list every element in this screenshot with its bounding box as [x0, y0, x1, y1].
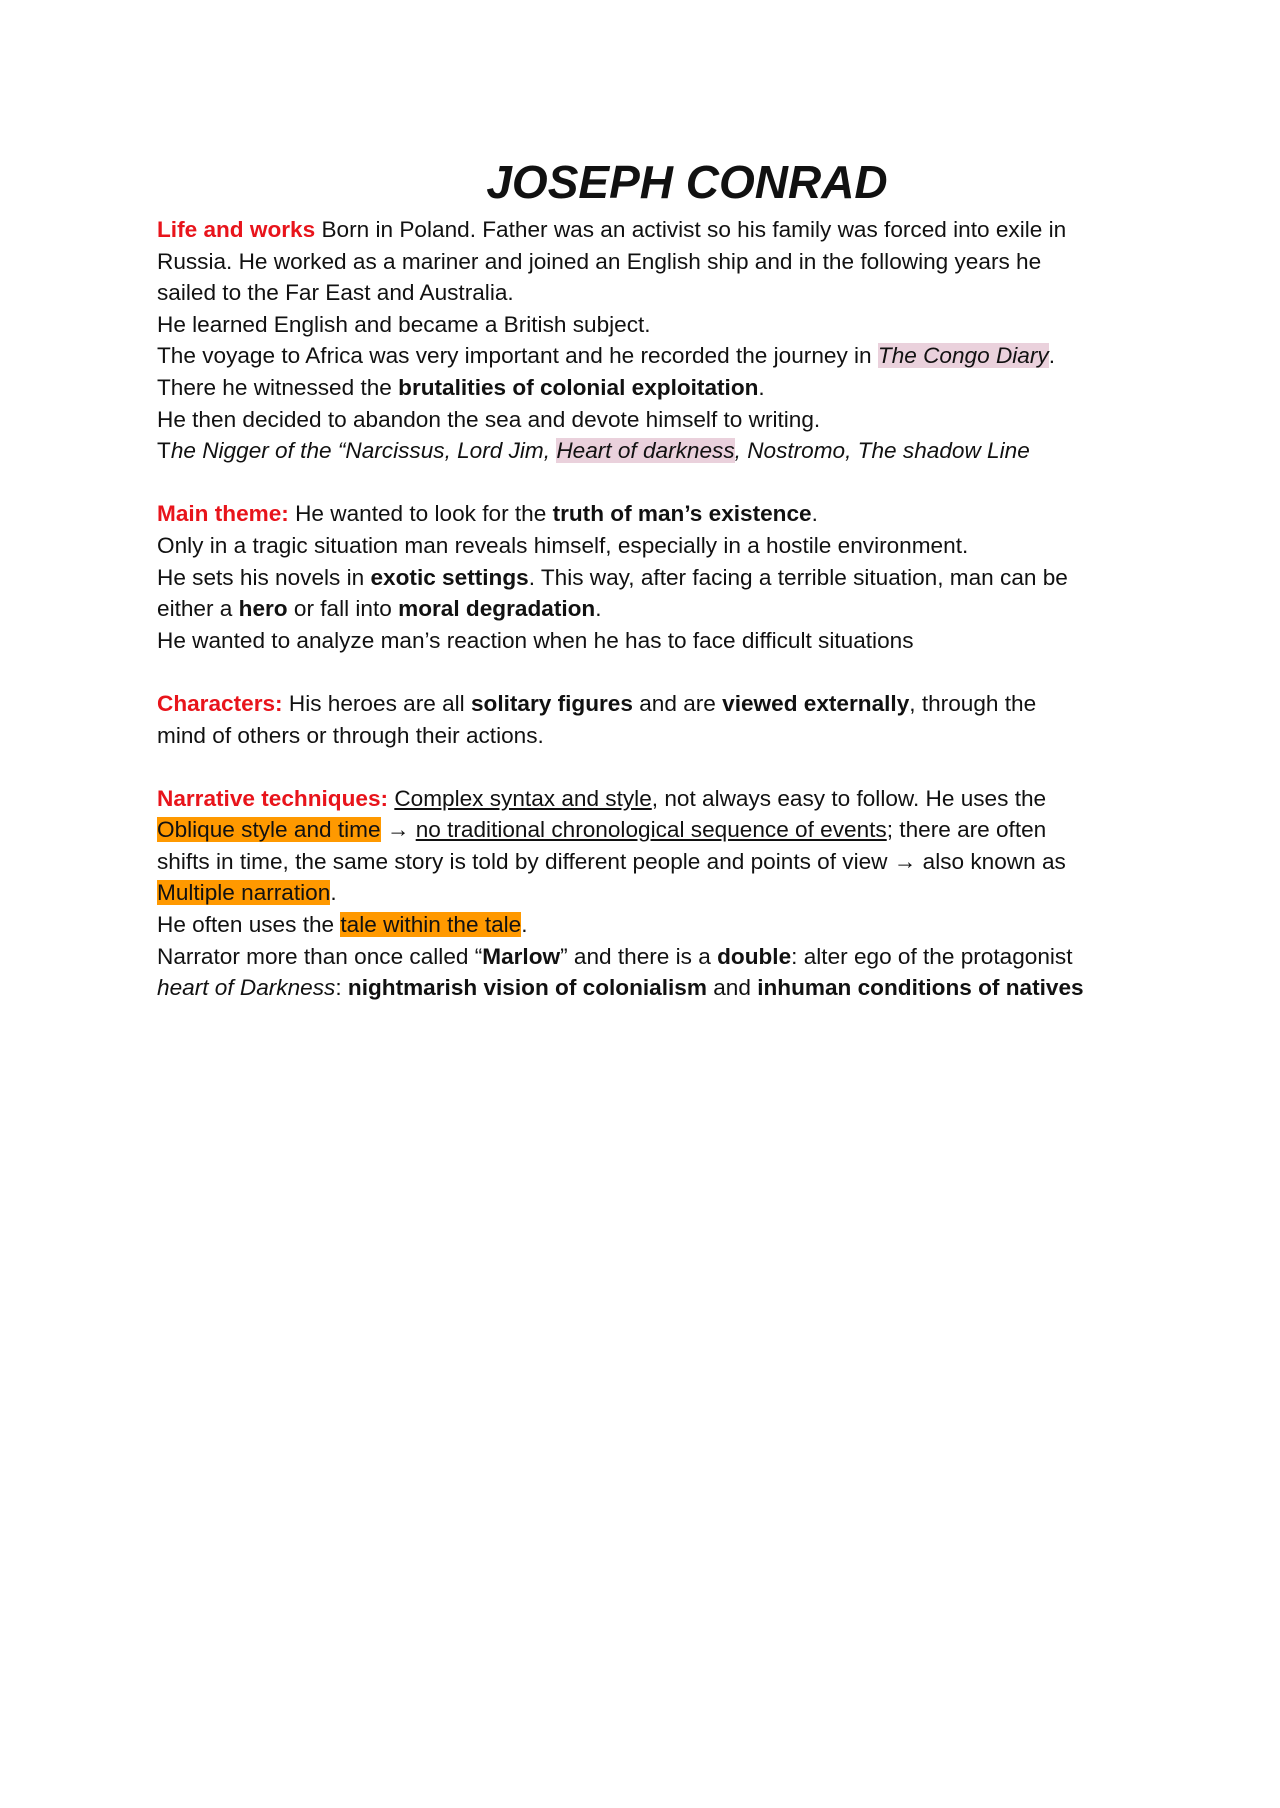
work-title-congo-diary: The Congo Diary: [877, 343, 1049, 369]
spacer: [157, 751, 1157, 783]
document-body: [157, 214, 1157, 1004]
page-title: JOSEPH CONRAD: [486, 156, 888, 208]
section-label-narrative: Narrative techniques:: [157, 785, 389, 811]
section-label-characters: Characters:: [157, 690, 283, 716]
text-span: , through the: [909, 690, 1037, 716]
highlighted-term: Multiple narration: [157, 880, 331, 906]
text-span: T: [157, 438, 171, 464]
works-list: [157, 435, 1157, 467]
text-span: He sets his novels in: [157, 564, 371, 590]
underlined-term: no traditional chronological sequence of events: [415, 817, 887, 843]
work-title-heart-of-darkness: Heart of darkness: [556, 438, 735, 464]
life-line-5: [157, 340, 1157, 372]
text-span: Born in Poland. Father was an activist so his family was forced into exile in: [315, 217, 1067, 242]
text-span: There he witnessed the: [157, 374, 399, 400]
text-span: His heroes are all: [282, 690, 471, 716]
theme-line-2: Only in a tragic situation man reveals himself, especially in a hostile environment.: [157, 532, 969, 558]
text-span: . This way, after facing a terrible situation, man can be: [528, 564, 1068, 590]
theme-line-3: [157, 562, 1157, 594]
text-span: He often uses the: [157, 912, 341, 938]
bold-term: moral degradation: [398, 596, 596, 622]
life-line-3: sailed to the Far East and Australia.: [157, 280, 514, 306]
life-line-2: Russia. He worked as a mariner and joined an English ship and in the following years he: [157, 248, 1042, 274]
narrative-line-6: [157, 941, 1157, 973]
text-span: ” and there is a: [560, 943, 718, 969]
theme-line-4: [157, 593, 1157, 625]
text-span: .: [521, 912, 528, 938]
theme-line-5: He wanted to analyze man’s reaction when he has to face difficult situations: [157, 627, 914, 653]
life-line-7: He then decided to abandon the sea and devote himself to writing.: [157, 406, 821, 432]
bold-term: hero: [238, 596, 288, 622]
bold-term: nightmarish vision of colonialism: [347, 975, 707, 1001]
characters-line-2: mind of others or through their actions.: [157, 722, 544, 748]
characters-line-1: [157, 688, 1157, 720]
bold-term: inhuman conditions of natives: [757, 975, 1084, 1001]
text-span: ; there are often: [886, 817, 1047, 843]
life-line-6: [157, 372, 1157, 404]
highlighted-term: tale within the tale: [340, 912, 522, 938]
life-line-4: He learned English and became a British subject.: [157, 311, 651, 337]
text-span: The voyage to Africa was very important and he recorded the journey in: [157, 343, 878, 369]
text-span: , not always easy to follow. He uses the: [651, 785, 1047, 811]
work-title-italic: heart of Darkness: [157, 975, 336, 1001]
text-span: either a: [157, 596, 239, 622]
bold-term: exotic settings: [370, 564, 529, 590]
text-span: and: [706, 975, 758, 1001]
narrative-line-7: [157, 972, 1157, 1004]
narrative-line-4: [157, 877, 1157, 909]
text-span: →: [380, 817, 416, 843]
text-span: .: [1048, 343, 1055, 369]
text-span: .: [330, 880, 337, 906]
text-span: Narrator more than once called “: [157, 943, 483, 969]
section-label-theme: Main theme:: [157, 501, 289, 527]
spacer: [157, 656, 1157, 688]
bold-term: truth of man’s existence: [552, 501, 812, 527]
text-span: .: [811, 501, 818, 527]
section-label-life: Life and works: [157, 217, 316, 242]
text-span: He wanted to look for the: [288, 501, 553, 527]
text-span: or fall into: [287, 596, 399, 622]
works-titles: , Nostromo, The shadow Line: [734, 438, 1030, 464]
text-span: .: [595, 596, 602, 622]
bold-term: Marlow: [482, 943, 561, 969]
narrative-line-1: [157, 783, 1157, 815]
bold-term: brutalities of colonial exploitation: [398, 374, 759, 400]
narrative-line-5: [157, 909, 1157, 941]
bold-term: viewed externally: [722, 690, 910, 716]
works-titles: he Nigger of the “Narcissus, Lord Jim,: [170, 438, 557, 464]
spacer: [157, 467, 1157, 499]
life-line-1: [157, 214, 1157, 246]
bold-term: solitary figures: [470, 690, 633, 716]
narrative-line-3: shifts in time, the same story is told by different people and points of view → also known as: [157, 848, 1066, 874]
highlighted-term: Oblique style and time: [157, 817, 381, 843]
bold-term: double: [717, 943, 792, 969]
text-span: .: [758, 374, 765, 400]
narrative-line-2: [157, 814, 1157, 846]
theme-line-1: [157, 498, 1157, 530]
text-span: : alter ego of the protagonist: [791, 943, 1073, 969]
text-span: and are: [632, 690, 723, 716]
underlined-term: Complex syntax and style: [394, 785, 652, 811]
text-span: :: [335, 975, 348, 1001]
